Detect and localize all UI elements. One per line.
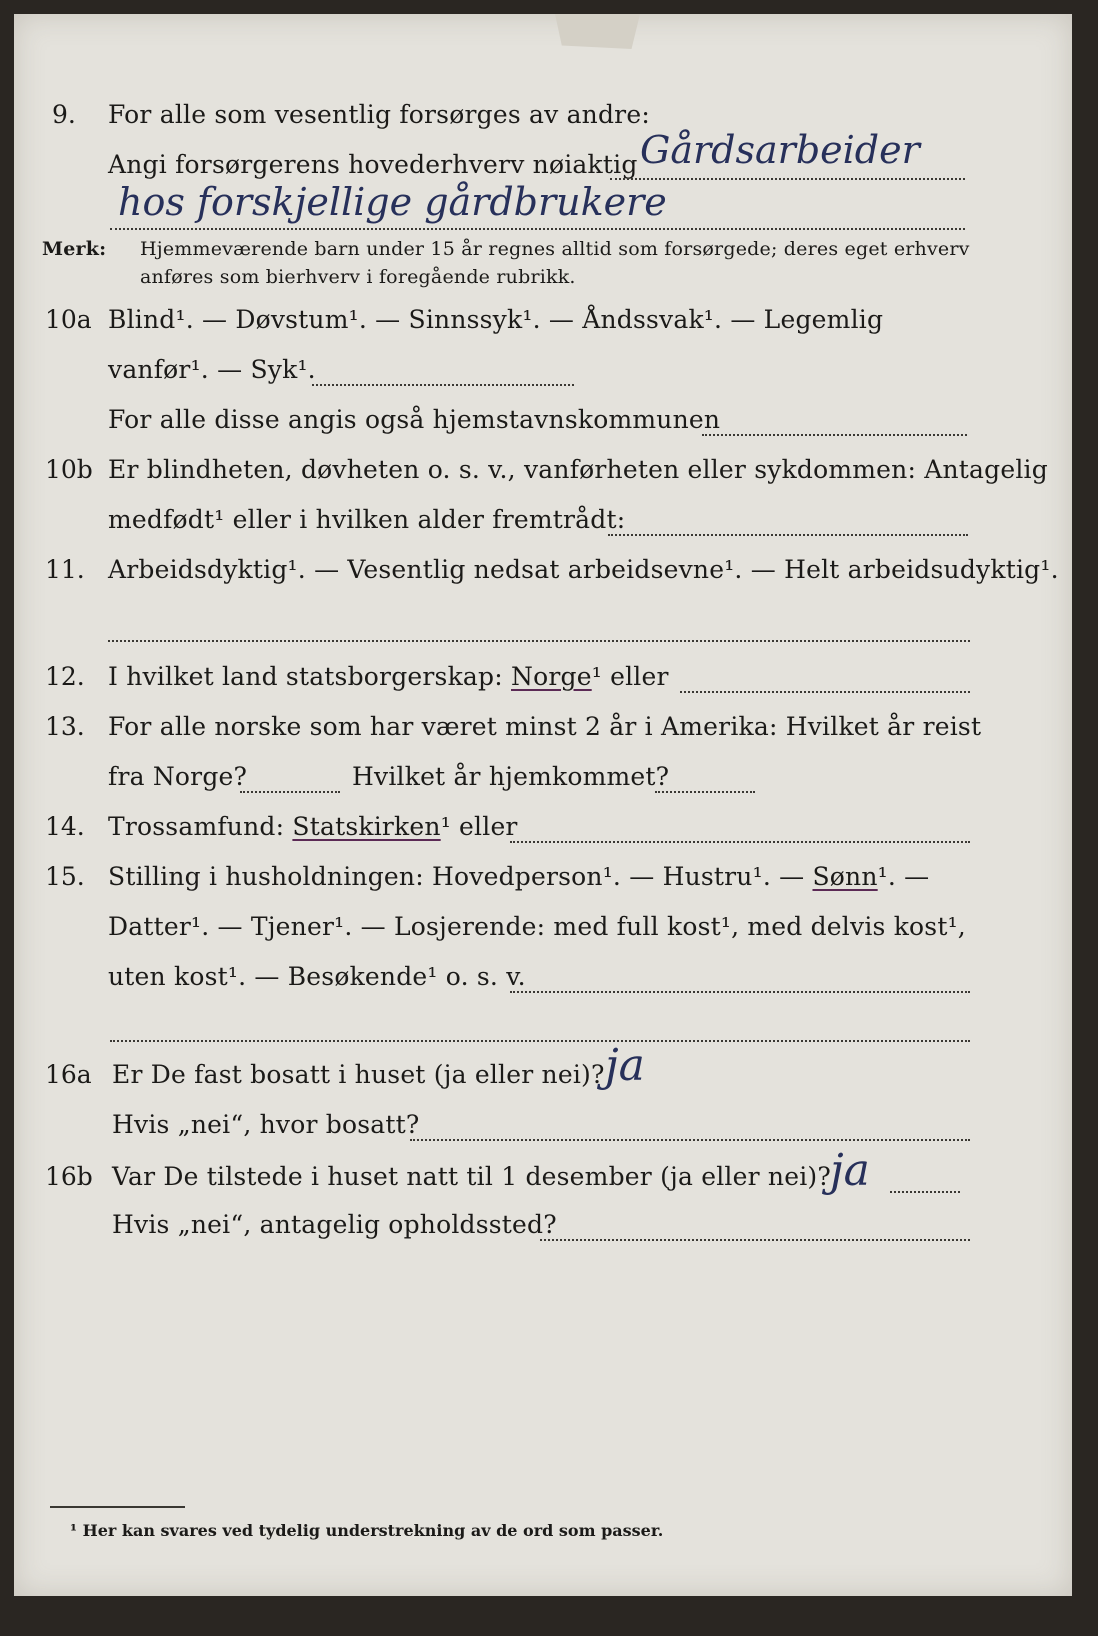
q10a-text-line3: For alle disse angis også hjemstavnskommunen: [108, 405, 721, 434]
q9-answer-continued: hos forskjellige gårdbrukere: [118, 180, 667, 224]
q16b-opholdssted-line: [540, 1239, 970, 1241]
q13-text-line2b: Hvilket år hjemkommet?: [352, 762, 670, 791]
q16a-number: 16a: [45, 1060, 92, 1089]
q16b-text-line1: Var De tilstede i huset natt til 1 desember (ja eller nei)?: [112, 1162, 831, 1191]
q16a-text-line2: Hvis „nei“, hvor bosatt?: [112, 1110, 420, 1139]
q13-number: 13.: [45, 712, 85, 741]
q10b-text-line2: medfødt¹ eller i hvilken alder fremtrådt:: [108, 505, 626, 534]
q11-answer-line: [108, 640, 970, 642]
q16b-number: 16b: [45, 1162, 93, 1191]
q10b-number: 10b: [45, 455, 93, 484]
q10a-text-line1: Blind¹. — Døvstum¹. — Sinnssyk¹. — Åndssvak¹. — Legemlig: [108, 305, 884, 334]
q12-text: [108, 662, 669, 691]
q11-text: Arbeidsdyktig¹. — Vesentlig nedsat arbeidsevne¹. — Helt arbeidsudyktig¹.: [108, 555, 1059, 584]
q12-prefix: I hvilket land statsborgerskap:: [108, 662, 503, 691]
q15-text-line3: uten kost¹. — Besøkende¹ o. s. v.: [108, 962, 526, 991]
q15-number: 15.: [45, 862, 85, 891]
q14-text: [108, 812, 518, 841]
merk-label: Merk:: [42, 238, 107, 260]
q10b-text-line1: Er blindheten, døvheten o. s. v., vanførheten eller sykdommen: Antagelig: [108, 455, 1048, 484]
q14-prefix: Trossamfund:: [108, 812, 285, 841]
q9-text-line1: For alle som vesentlig forsørges av andre:: [108, 100, 650, 129]
q15-answer-line1: [510, 991, 970, 993]
q12-number: 12.: [45, 662, 85, 691]
q16b-answer-line: [890, 1191, 960, 1193]
q16a-answer: ja: [605, 1040, 645, 1091]
q15-text-line1: [108, 862, 929, 891]
q16a-text-line1: Er De fast bosatt i huset (ja eller nei)?: [112, 1060, 605, 1089]
q15-sonn-underlined: Sønn: [812, 862, 878, 891]
q13-text-line2a: fra Norge?: [108, 762, 248, 791]
merk-text-line1: Hjemmeværende barn under 15 år regnes alltid som forsørgede; deres eget erhverv: [140, 238, 970, 260]
q10a-number: 10a: [45, 305, 92, 334]
q16b-answer: ja: [830, 1145, 870, 1196]
q11-number: 11.: [45, 555, 85, 584]
q13-hjemkommet-line: [655, 791, 755, 793]
q16b-text-line2: Hvis „nei“, antagelig opholdssted?: [112, 1210, 557, 1239]
footnote-rule: [50, 1506, 185, 1508]
q9-answer-line2: [110, 228, 965, 230]
q15-answer-line2: [110, 1040, 970, 1042]
q14-answer-line: [510, 841, 970, 843]
q10a-text-line2: vanfør¹. — Syk¹.: [108, 355, 316, 384]
paper-tab: [555, 14, 640, 49]
q12-answer-line: [680, 691, 970, 693]
q9-number: 9.: [52, 100, 76, 129]
merk-text-line2: anføres som bierhverv i foregående rubrikk.: [140, 266, 576, 288]
q15-line1-part2: ¹. —: [877, 862, 930, 891]
q15-line1-part1: Stilling i husholdningen: Hovedperson¹. — Hustru¹. —: [108, 862, 805, 891]
q13-reist-line: [240, 791, 340, 793]
q12-suffix: ¹ eller: [591, 662, 669, 691]
q9-answer-occupation: Gårdsarbeider: [640, 128, 920, 172]
q14-number: 14.: [45, 812, 85, 841]
footnote: ¹ Her kan svares ved tydelig understrekning av de ord som passer.: [70, 1521, 664, 1540]
q14-suffix: ¹ eller: [440, 812, 518, 841]
q10a-syk-line: [312, 384, 574, 386]
q14-statskirken-underlined: Statskirken: [292, 812, 441, 841]
q15-text-line2: Datter¹. — Tjener¹. — Losjerende: med full kost¹, med delvis kost¹,: [108, 912, 966, 941]
q13-text-line1: For alle norske som har været minst 2 år i Amerika: Hvilket år reist: [108, 712, 982, 741]
q9-text-line2: Angi forsørgerens hovederhverv nøiaktig: [108, 150, 638, 179]
q16a-answer-line: [410, 1139, 970, 1141]
q10b-answer-line: [608, 534, 968, 536]
q12-norge-underlined: Norge: [511, 662, 592, 691]
q10a-hjemstavn-line: [702, 434, 967, 436]
